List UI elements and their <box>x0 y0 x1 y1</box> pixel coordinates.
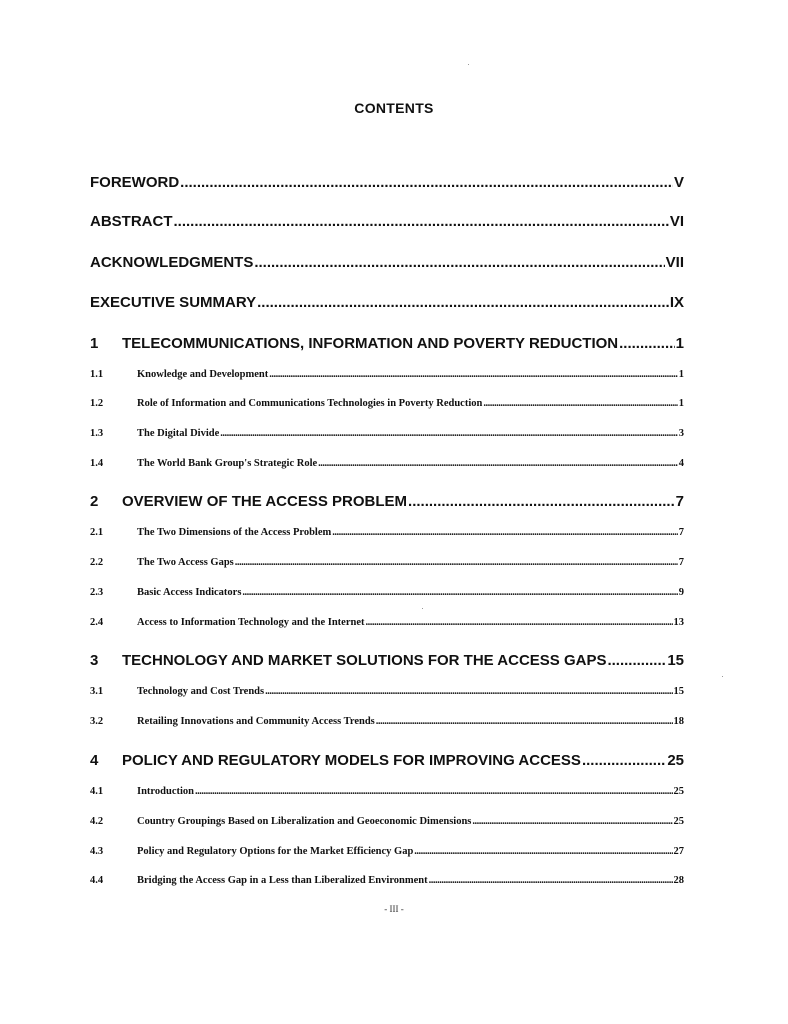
toc-entry-page: 3 <box>678 428 684 439</box>
dot-leader <box>408 493 675 510</box>
toc-entry-label: ACKNOWLEDGMENTS <box>90 254 254 271</box>
toc-entry-page: IX <box>669 294 684 311</box>
toc-entry-number: 3 <box>90 652 99 669</box>
toc-entry-number: 2.1 <box>90 527 104 538</box>
toc-entry-page: 25 <box>673 816 684 827</box>
toc-entry-label: The Digital Divide <box>137 428 220 439</box>
dot-leader <box>220 428 677 439</box>
toc-entry-label: Knowledge and Development <box>137 369 269 380</box>
toc-entry-number: 4.3 <box>90 846 104 857</box>
dot-leader <box>318 458 678 469</box>
toc-section-4-1[interactable] <box>90 786 684 797</box>
toc-entry-page: 1 <box>678 369 684 380</box>
toc-entry-page: 13 <box>673 617 684 628</box>
toc-entry-label: Access to Information Technology and the Internet <box>137 617 365 628</box>
toc-section-3-2[interactable] <box>90 716 684 727</box>
toc-entry-page: 18 <box>673 716 684 727</box>
toc-entry-number: 2 <box>90 493 99 510</box>
toc-entry-page: 4 <box>678 458 684 469</box>
toc-entry-label: Role of Information and Communications Technologies in Poverty Reduction <box>137 398 483 409</box>
dot-leader <box>472 816 672 827</box>
dot-leader <box>607 652 666 669</box>
toc-entry-page: 15 <box>667 652 684 669</box>
scan-speck <box>468 64 469 65</box>
toc-entry-label: The World Bank Group's Strategic Role <box>137 458 318 469</box>
scan-speck <box>422 608 423 609</box>
toc-entry-page: 7 <box>678 557 684 568</box>
toc-entry-number: 3.2 <box>90 716 104 727</box>
toc-entry-label: OVERVIEW OF THE ACCESS PROBLEM <box>122 493 408 510</box>
toc-entry-acknowledgments[interactable] <box>90 254 684 271</box>
toc-entry-label: TECHNOLOGY AND MARKET SOLUTIONS FOR THE ACCESS GAPS <box>122 652 607 669</box>
dot-leader <box>257 294 669 311</box>
toc-section-4-3[interactable] <box>90 846 684 857</box>
toc-entry-number: 2.3 <box>90 587 104 598</box>
dot-leader <box>332 527 678 538</box>
toc-entry-executive-summary[interactable] <box>90 294 684 311</box>
toc-chapter-3[interactable] <box>90 652 684 669</box>
toc-entry-number: 4.4 <box>90 875 104 886</box>
toc-entry-page: 15 <box>673 686 684 697</box>
dot-leader <box>483 398 677 409</box>
toc-entry-number: 2.4 <box>90 617 104 628</box>
toc-entry-label: Technology and Cost Trends <box>137 686 265 697</box>
toc-section-1-2[interactable] <box>90 398 684 409</box>
toc-entry-foreword[interactable] <box>90 174 684 191</box>
toc-chapter-2[interactable] <box>90 493 684 510</box>
dot-leader <box>174 213 669 230</box>
dot-leader <box>582 752 666 769</box>
toc-section-1-4[interactable] <box>90 458 684 469</box>
toc-entry-number: 1.4 <box>90 458 104 469</box>
toc-entry-label: POLICY AND REGULATORY MODELS FOR IMPROVING ACCESS <box>122 752 581 769</box>
toc-entry-page: 9 <box>678 587 684 598</box>
toc-section-2-2[interactable] <box>90 557 684 568</box>
toc-entry-number: 1.1 <box>90 369 104 380</box>
toc-entry-label: EXECUTIVE SUMMARY <box>90 294 257 311</box>
toc-entry-label: The Two Access Gaps <box>137 557 234 568</box>
dot-leader <box>269 369 678 380</box>
toc-entry-number: 2.2 <box>90 557 104 568</box>
dot-leader <box>414 846 672 857</box>
toc-entry-label: Policy and Regulatory Options for the Market Efficiency Gap <box>137 846 414 857</box>
page-title: CONTENTS <box>354 100 434 116</box>
dot-leader <box>195 786 673 797</box>
toc-section-2-3[interactable] <box>90 587 684 598</box>
dot-leader <box>429 875 673 886</box>
toc-entry-label: FOREWORD <box>90 174 180 191</box>
toc-entry-page: VII <box>665 254 684 271</box>
dot-leader <box>242 587 677 598</box>
toc-entry-number: 1.3 <box>90 428 104 439</box>
toc-entry-label: Retailing Innovations and Community Access Trends <box>137 716 375 727</box>
dot-leader <box>265 686 672 697</box>
dot-leader <box>376 716 673 727</box>
toc-section-4-2[interactable] <box>90 816 684 827</box>
toc-entry-abstract[interactable] <box>90 213 684 230</box>
toc-entry-label: Introduction <box>137 786 194 797</box>
dot-leader <box>254 254 664 271</box>
dot-leader <box>235 557 678 568</box>
toc-entry-page: 25 <box>667 752 684 769</box>
toc-chapter-4[interactable] <box>90 752 684 769</box>
toc-entry-label: Bridging the Access Gap in a Less than Liberalized Environment <box>137 875 428 886</box>
toc-entry-page: 1 <box>675 335 684 352</box>
toc-section-1-3[interactable] <box>90 428 684 439</box>
toc-section-3-1[interactable] <box>90 686 684 697</box>
dot-leader <box>180 174 673 191</box>
scan-speck <box>722 676 723 677</box>
toc-section-1-1[interactable] <box>90 369 684 380</box>
toc-entry-label: TELECOMMUNICATIONS, INFORMATION AND POVERTY REDUCTION <box>122 335 619 352</box>
toc-entry-page: 28 <box>673 875 684 886</box>
page-number: - III - <box>384 904 404 914</box>
toc-entry-number: 1 <box>90 335 99 352</box>
toc-entry-label: ABSTRACT <box>90 213 173 230</box>
dot-leader <box>619 335 675 352</box>
toc-entry-page: 27 <box>673 846 684 857</box>
toc-entry-page: VI <box>669 213 684 230</box>
toc-entry-page: 1 <box>678 398 684 409</box>
toc-entry-number: 3.1 <box>90 686 104 697</box>
toc-entry-label: Country Groupings Based on Liberalization and Geoeconomic Dimensions <box>137 816 472 827</box>
toc-entry-page: 7 <box>675 493 684 510</box>
toc-entry-label: Basic Access Indicators <box>137 587 242 598</box>
toc-section-2-4[interactable] <box>90 617 684 628</box>
dot-leader <box>366 617 673 628</box>
toc-entry-number: 4.2 <box>90 816 104 827</box>
toc-section-4-4[interactable] <box>90 875 684 886</box>
toc-section-2-1[interactable] <box>90 527 684 538</box>
toc-entry-label: The Two Dimensions of the Access Problem <box>137 527 332 538</box>
toc-entry-number: 1.2 <box>90 398 104 409</box>
toc-entry-page: 25 <box>673 786 684 797</box>
toc-chapter-1[interactable] <box>90 335 684 352</box>
toc-entry-page: 7 <box>678 527 684 538</box>
toc-entry-number: 4.1 <box>90 786 104 797</box>
toc-entry-number: 4 <box>90 752 99 769</box>
toc-entry-page: V <box>673 174 684 191</box>
